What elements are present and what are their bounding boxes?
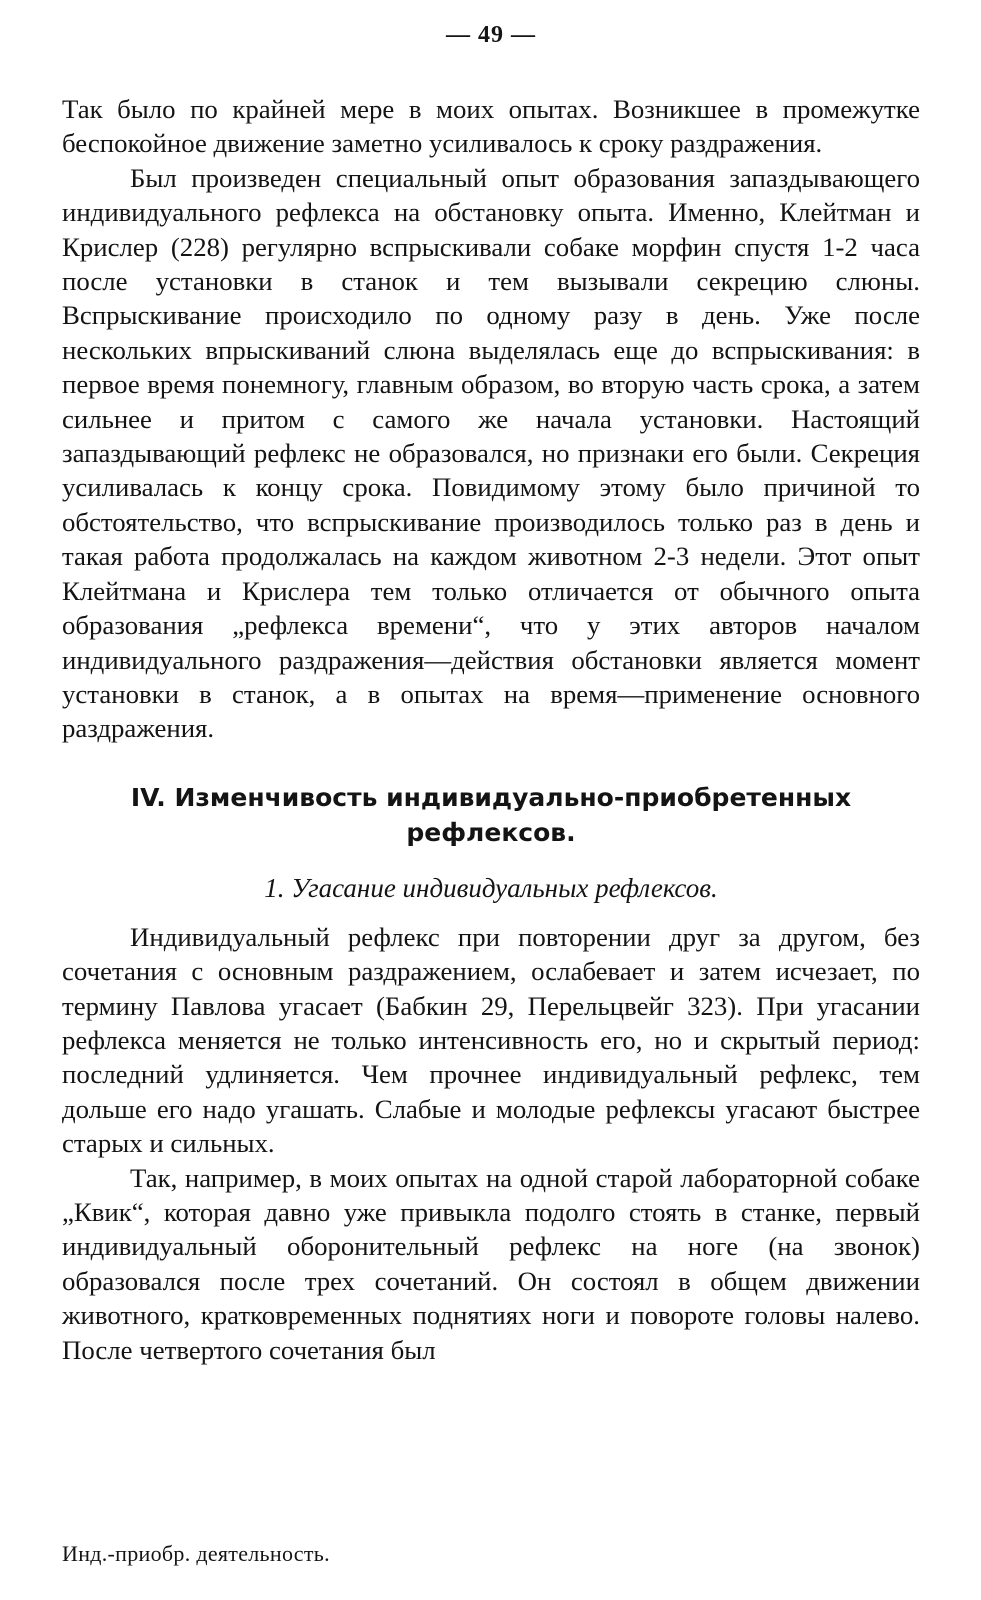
paragraph-1: Так было по крайней мере в моих опытах. Возникшее в промежутке беспокойное движение заметно усиливалось к сроку раздражения.: [62, 94, 920, 159]
book-page: [62, 18, 920, 1367]
section-heading: IV. Изменчивость индивидуально-приобретенных рефлексов.: [130, 782, 852, 847]
page-number: — 49 —: [446, 22, 536, 48]
paragraph-4: Так, например, в моих опытах на одной старой лабораторной собаке „Квик“, которая давно уже привыкла подолго стоять в станке, первый индивидуальный оборонительный рефлекс на ноге (на звонок) образовался после трех сочетаний. Он состоял в общем движении животного, кратковременных поднятиях ноги и повороте головы налево. После четвертого сочетания был: [62, 1162, 920, 1365]
footer-signature: Инд.-приобр. деятельность.: [62, 1541, 330, 1566]
subsection-heading: 1. Угасание индивидуальных рефлексов.: [264, 872, 718, 903]
paragraph-3: Индивидуальный рефлекс при повторении друг за другом, без сочетания с основным раздражением, ослабевает и затем исчезает, по термину Павлова угасает (Бабкин 29, Перельцвейг 323). При угасании рефлекса меняется не только интенсивность его, но и скрытый период: последний удлиняется. Чем прочнее индивидуальный рефлекс, тем дольше его надо угашать. Слабые и молодые рефлексы угасают быстрее старых и сильных.: [62, 921, 920, 1159]
paragraph-2: Был произведен специальный опыт образования запаздывающего индивидуального рефлекса на обстановку опыта. Именно, Клейтман и Крислер (228) регулярно вспрыскивали собаке морфин спустя 1-2 часа после установки в станок и тем вызывали секрецию слюны. Вспрыскивание происходило по одному разу в день. Уже после нескольких впрыскиваний слюна выделялась еще до вспрыскивания: в первое время понемногу, главным образом, во вторую часть срока, а затем сильнее и притом с самого же начала установки. Настоящий запаздывающий рефлекс не образовался, но признаки его были. Секреция усиливалась к концу срока. Повидимому этому было причиной то обстоятельство, что вспрыскивание производилось только раз в день и такая работа продолжалась на каждом животном 2-3 недели. Этот опыт Клейтмана и Крислера тем только отличается от обычного опыта образования „рефлекса времени“, что у этих авторов началом индивидуального раздражения—действия обстановки является момент установки в станок, а в опытах на время—применение основного раздражения.: [62, 162, 920, 744]
